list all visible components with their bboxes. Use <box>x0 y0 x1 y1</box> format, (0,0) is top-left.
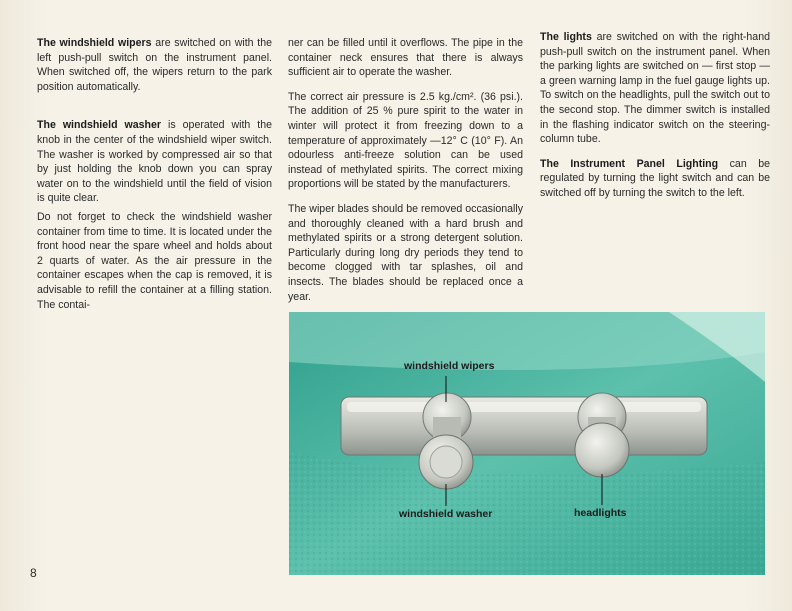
text-column-middle <box>288 36 523 314</box>
paragraph-pipe: ner can be filled until it overflows. The pipe in the container neck ensures that there is always sufficient air to operate the washer. <box>288 37 523 79</box>
heading-lights: The lights <box>540 31 592 43</box>
paragraph-wiper-blades: The wiper blades should be removed occasionally and thoroughly cleaned with a hard brush and methylated spirits or a strong detergent solution. Particularly during long dry periods they tend to become clogged with tar splashes, oil and insects. The blades should be replaced once a year. <box>288 202 523 303</box>
paragraph-washer <box>37 118 272 206</box>
lights-text: are switched on with the right-hand push-pull switch on the instrument panel. When the parking lights are switched on — first stop — a green warning lamp in the fuel gauge lights up. To switch on the headlights, pull the switch out to the second stop. The dimmer switch is installed in the flashing indicator switch on the steering-column tube. <box>540 31 770 146</box>
heading-windshield-wipers: The windshield wipers <box>37 37 152 49</box>
heading-instrument-panel-lighting: The Instrument Panel Lighting <box>540 157 719 170</box>
paragraph-air-pressure: The correct air pressure is 2.5 kg./cm². (36 psi.). The addition of 25 % pure spirit to the water in winter will protect it from freezing down to a temperature of approximately —12° C (10° F). An odourless anti-freeze solution can be used instead of methylated spirits. The correct mixing proportions will be stated by the manufacturers. <box>288 90 523 191</box>
dashboard-switches-photo <box>289 312 765 575</box>
heading-windshield-washer: The windshield washer <box>37 119 162 132</box>
wipers-text: are switched on with the left push-pull switch on the instrument panel. When switched off, the wipers return to the park position automatically. <box>37 37 272 93</box>
paragraph-panel-lighting <box>540 157 770 201</box>
text-column-right <box>540 30 770 211</box>
label-headlights: headlights <box>574 507 627 519</box>
label-windshield-wipers: windshield wipers <box>404 360 495 372</box>
washer-text: is operated with the knob in the center of the windshield wiper switch. The washer is worked by compressed air so that by just holding the knob down you can spray water on to the windshield until the field of vision is quite clear. <box>37 119 273 205</box>
paragraph-lights <box>540 30 770 147</box>
page-number: 8 <box>30 566 37 580</box>
switch-panel-illustration <box>289 312 765 575</box>
paragraph-container: Do not forget to check the windshield washer container from time to time. It is located under the front hood near the spare wheel and holds about 2 quarts of water. As the air pressure in the container escapes when the cap is removed, it is advisable to refill the container at a filling station. The contai- <box>37 210 272 311</box>
panel-lighting-text: can be regulated by turning the light switch and can be switched off by turning the switch to the left. <box>540 157 770 199</box>
label-windshield-washer: windshield washer <box>399 508 493 520</box>
paragraph-wipers <box>37 36 272 94</box>
text-column-left <box>37 36 272 322</box>
